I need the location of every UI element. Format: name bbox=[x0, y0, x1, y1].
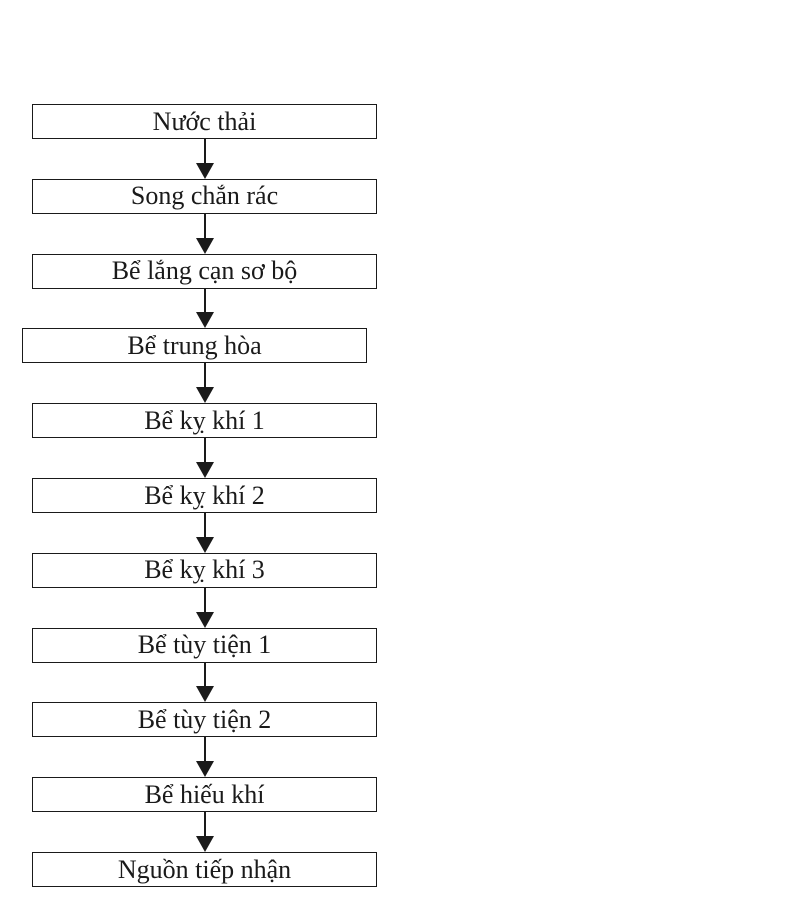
arrow-shaft bbox=[204, 588, 206, 614]
flow-arrow bbox=[196, 812, 214, 852]
step-label: Bể hiếu khí bbox=[144, 779, 265, 809]
flow-arrow bbox=[196, 139, 214, 179]
step-label: Bể kỵ khí 2 bbox=[144, 480, 265, 510]
step-box-nguon-tiep-nhan bbox=[32, 852, 377, 887]
arrow-head-icon bbox=[196, 163, 214, 179]
arrow-head-icon bbox=[196, 761, 214, 777]
step-label: Nước thải bbox=[152, 106, 257, 136]
step-box-be-hieu-khi bbox=[32, 777, 377, 812]
flow-arrow bbox=[196, 289, 214, 329]
arrow-head-icon bbox=[196, 462, 214, 478]
flow-arrow bbox=[196, 663, 214, 703]
arrow-shaft bbox=[204, 663, 206, 689]
flow-arrow bbox=[196, 438, 214, 478]
step-box-be-ky-khi-3 bbox=[32, 553, 377, 588]
step-box-be-ky-khi-1 bbox=[32, 403, 377, 438]
step-label: Bể lắng cạn sơ bộ bbox=[111, 256, 298, 286]
arrow-head-icon bbox=[196, 238, 214, 254]
step-label: Song chắn rác bbox=[130, 181, 279, 211]
flow-arrow bbox=[196, 513, 214, 553]
step-box-be-ky-khi-2 bbox=[32, 478, 377, 513]
step-label: Bể tùy tiện 2 bbox=[137, 704, 272, 734]
step-label: Bể tùy tiện 1 bbox=[137, 630, 272, 660]
arrow-shaft bbox=[204, 139, 206, 165]
arrow-shaft bbox=[204, 513, 206, 539]
step-box-song-chan-rac bbox=[32, 179, 377, 214]
arrow-shaft bbox=[204, 438, 206, 464]
flow-arrow bbox=[196, 214, 214, 254]
flow-arrow bbox=[196, 363, 214, 403]
step-box-be-tuy-tien-2 bbox=[32, 702, 377, 737]
flow-arrow bbox=[196, 588, 214, 628]
step-label: Bể trung hòa bbox=[127, 330, 262, 360]
step-label: Bể kỵ khí 1 bbox=[144, 405, 265, 435]
arrow-head-icon bbox=[196, 836, 214, 852]
arrow-shaft bbox=[204, 289, 206, 315]
flow-arrow bbox=[196, 737, 214, 777]
step-label: Nguồn tiếp nhận bbox=[117, 854, 292, 884]
arrow-head-icon bbox=[196, 387, 214, 403]
step-box-nuoc-thai bbox=[32, 104, 377, 139]
arrow-head-icon bbox=[196, 537, 214, 553]
step-box-be-lang-can-so-bo bbox=[32, 254, 377, 289]
arrow-shaft bbox=[204, 812, 206, 838]
step-label: Bể kỵ khí 3 bbox=[144, 555, 265, 585]
arrow-shaft bbox=[204, 737, 206, 763]
step-box-be-trung-hoa bbox=[22, 328, 367, 363]
arrow-shaft bbox=[204, 214, 206, 240]
arrow-shaft bbox=[204, 363, 206, 389]
arrow-head-icon bbox=[196, 686, 214, 702]
arrow-head-icon bbox=[196, 612, 214, 628]
arrow-head-icon bbox=[196, 312, 214, 328]
step-box-be-tuy-tien-1 bbox=[32, 628, 377, 663]
